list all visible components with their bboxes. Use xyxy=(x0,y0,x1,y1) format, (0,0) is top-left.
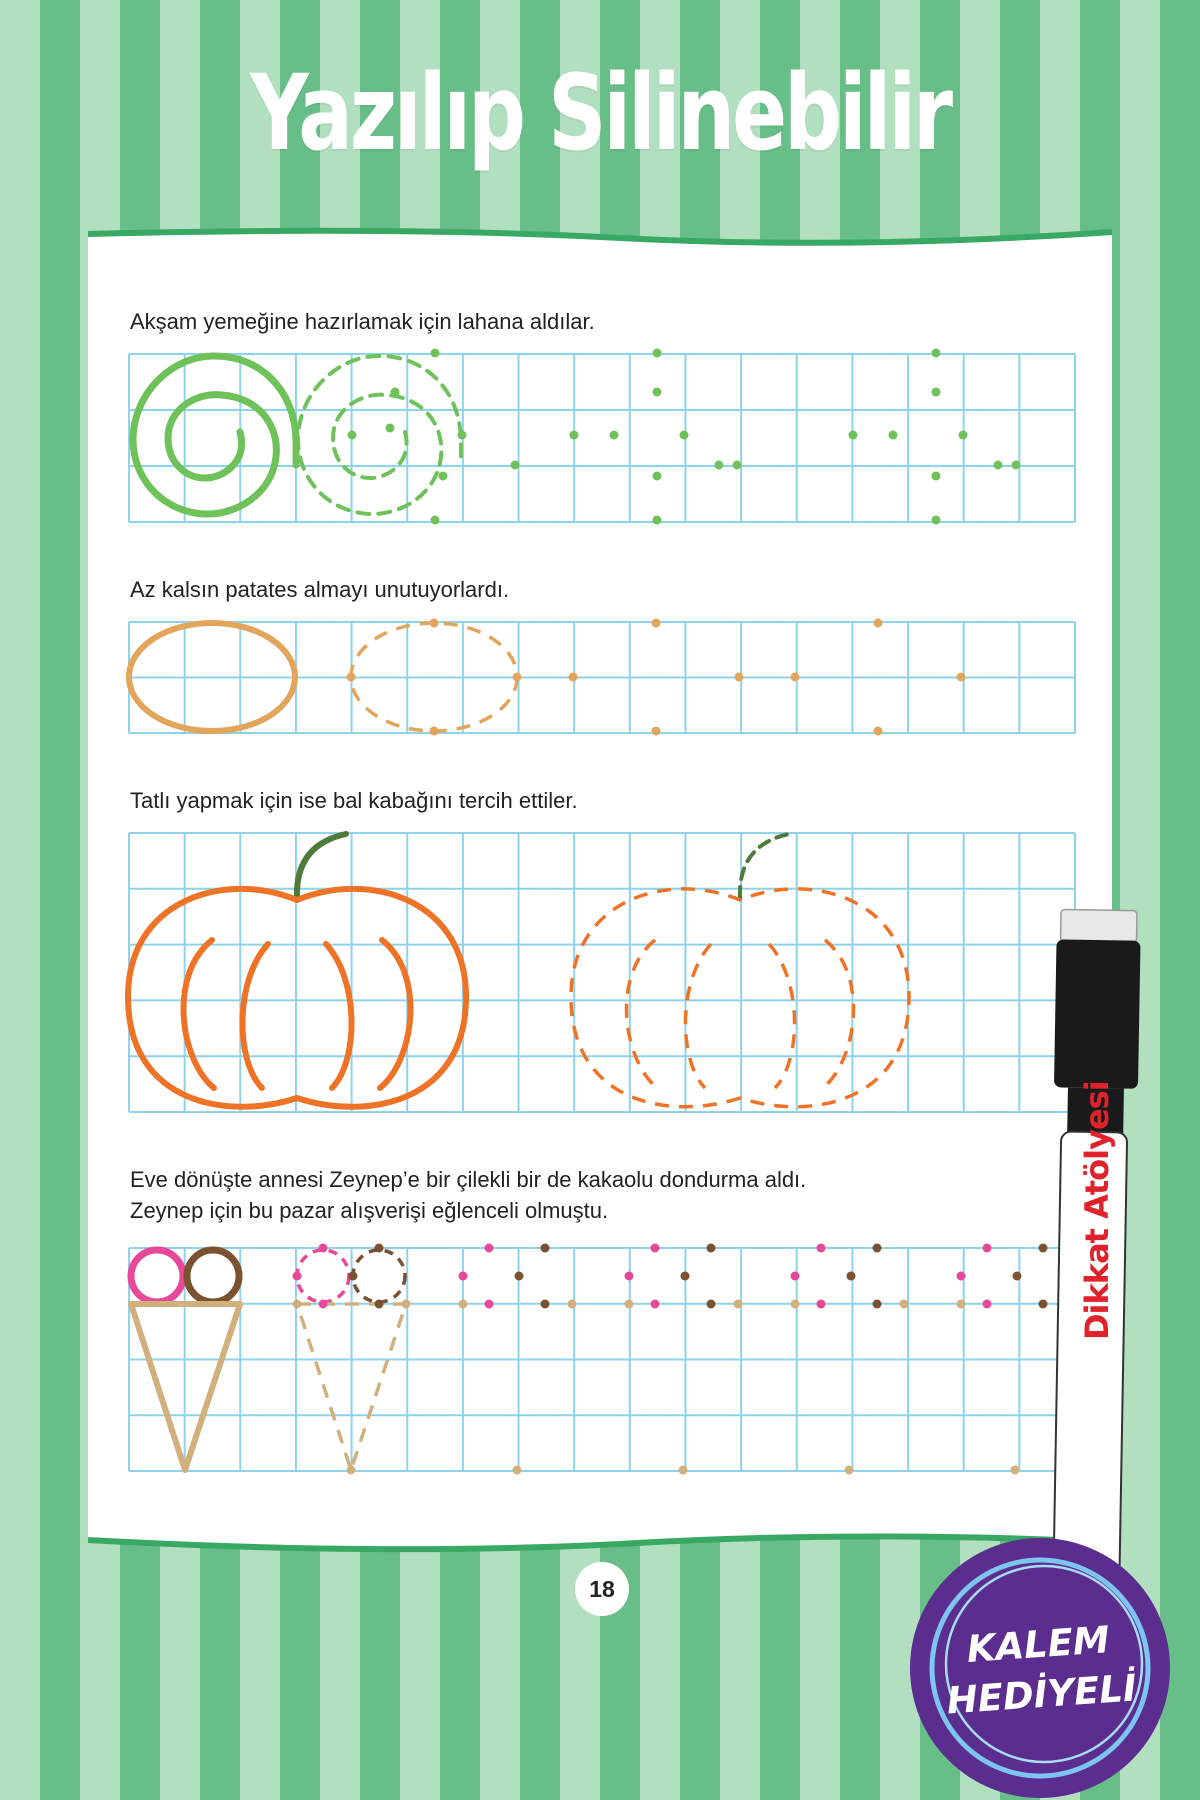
guide-dot xyxy=(681,1272,690,1281)
guide-dot xyxy=(651,1300,660,1309)
guide-dot xyxy=(932,388,941,397)
guide-dot xyxy=(569,673,578,682)
guide-dot xyxy=(932,516,941,525)
guide-dot xyxy=(652,727,661,736)
exercise-4-sentence-line2: Zeynep için bu pazar alışverişi eğlenceli olmuştu. xyxy=(130,1198,609,1223)
guide-dot xyxy=(707,1300,716,1309)
guide-dot xyxy=(458,431,467,440)
guide-dot xyxy=(431,516,440,525)
guide-dot xyxy=(1039,1300,1048,1309)
exercise-1-sentence: Akşam yemeğine hazırlamak için lahana aldılar. xyxy=(130,309,595,334)
guide-dot xyxy=(375,1300,384,1309)
guide-dot xyxy=(791,1300,800,1309)
guide-dot xyxy=(348,431,357,440)
guide-dot xyxy=(459,1272,468,1281)
guide-dot xyxy=(957,1300,966,1309)
guide-dot xyxy=(430,727,439,736)
guide-dot xyxy=(983,1244,992,1253)
guide-dot xyxy=(889,431,898,440)
guide-dot xyxy=(817,1244,826,1253)
guide-dot xyxy=(653,472,662,481)
guide-dot xyxy=(715,461,724,470)
guide-dot xyxy=(653,516,662,525)
guide-dot xyxy=(1012,461,1021,470)
guide-dot xyxy=(873,1244,882,1253)
guide-dot xyxy=(1039,1244,1048,1253)
guide-dot xyxy=(1011,1466,1020,1475)
page-title: Yazılıp Silinebilir xyxy=(250,52,950,174)
guide-dot xyxy=(515,1272,524,1281)
guide-dot xyxy=(430,619,439,628)
guide-dot xyxy=(994,461,1003,470)
guide-dot xyxy=(932,472,941,481)
guide-dot xyxy=(1013,1272,1022,1281)
guide-dot xyxy=(293,1272,302,1281)
guide-dot xyxy=(845,1466,854,1475)
guide-dot xyxy=(707,1244,716,1253)
guide-dot xyxy=(652,619,661,628)
guide-dot xyxy=(847,1272,856,1281)
guide-dot xyxy=(568,1300,577,1309)
guide-dot xyxy=(653,388,662,397)
guide-dot xyxy=(570,431,579,440)
guide-dot xyxy=(791,673,800,682)
guide-dot xyxy=(900,1300,909,1309)
guide-dot xyxy=(873,1300,882,1309)
guide-dot xyxy=(625,1272,634,1281)
guide-dot xyxy=(541,1244,550,1253)
guide-dot xyxy=(959,431,968,440)
guide-dot xyxy=(439,472,448,481)
promo-badge-line1: KALEM xyxy=(965,1618,1112,1671)
guide-dot xyxy=(386,424,395,433)
guide-dot xyxy=(293,1300,302,1309)
guide-dot xyxy=(485,1300,494,1309)
guide-dot xyxy=(625,1300,634,1309)
guide-dot xyxy=(849,431,858,440)
guide-dot xyxy=(513,1466,522,1475)
guide-dot xyxy=(375,1244,384,1253)
exercise-4-sentence-line1: Eve dönüşte annesi Zeynep’e bir çilekli bir de kakaolu dondurma aldı. xyxy=(130,1167,807,1192)
guide-dot xyxy=(541,1300,550,1309)
guide-dot xyxy=(459,1300,468,1309)
guide-dot xyxy=(319,1244,328,1253)
guide-dot xyxy=(431,349,440,358)
page-number: 18 xyxy=(575,1562,629,1616)
guide-dot xyxy=(319,1300,328,1309)
guide-dot xyxy=(874,727,883,736)
promo-badge-text xyxy=(917,1612,1163,1728)
guide-dot xyxy=(817,1300,826,1309)
exercise-2-sentence: Az kalsın patates almayı unutuyorlardı. xyxy=(130,577,510,602)
guide-dot xyxy=(349,1272,358,1281)
guide-dot xyxy=(511,461,520,470)
guide-dot xyxy=(791,1272,800,1281)
pen-brand-label: Dikkat Atölyesi xyxy=(1078,1081,1116,1340)
guide-dot xyxy=(653,349,662,358)
guide-dot xyxy=(957,1272,966,1281)
guide-dot xyxy=(651,1244,660,1253)
guide-dot xyxy=(513,673,522,682)
guide-dot xyxy=(347,673,356,682)
guide-dot xyxy=(874,619,883,628)
exercise-3-sentence: Tatlı yapmak için ise bal kabağını tercih ettiler. xyxy=(130,788,578,813)
guide-dot xyxy=(485,1244,494,1253)
guide-dot xyxy=(680,431,689,440)
promo-badge-line2: HEDİYELİ xyxy=(945,1666,1139,1723)
guide-dot xyxy=(610,431,619,440)
guide-dot xyxy=(391,388,400,397)
guide-dot xyxy=(402,1300,411,1309)
guide-dot xyxy=(957,673,966,682)
guide-dot xyxy=(932,349,941,358)
guide-dot xyxy=(347,1466,356,1475)
guide-dot xyxy=(983,1300,992,1309)
guide-dot xyxy=(735,673,744,682)
guide-dot xyxy=(733,461,742,470)
guide-dot xyxy=(679,1466,688,1475)
guide-dot xyxy=(734,1300,743,1309)
